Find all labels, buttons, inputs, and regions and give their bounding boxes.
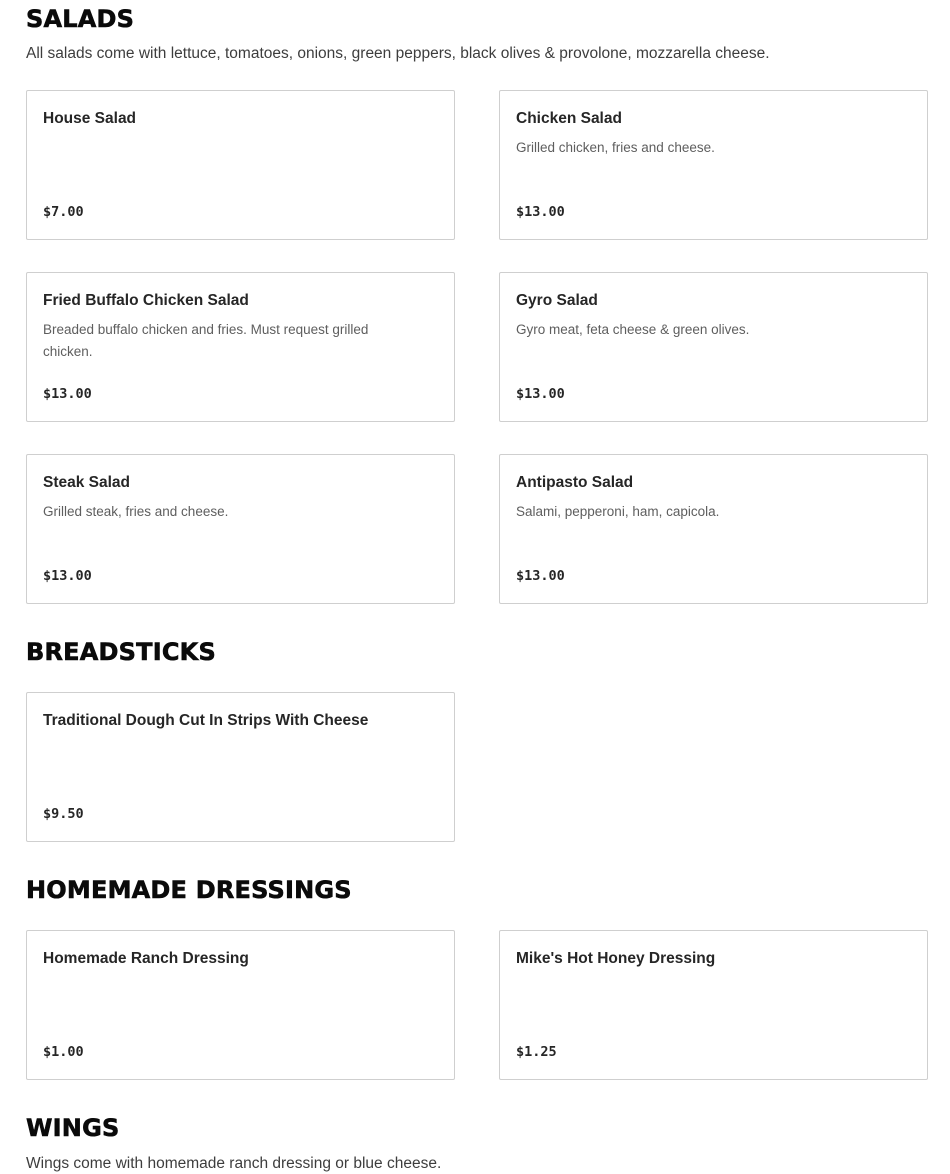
item-name: Mike's Hot Honey Dressing — [516, 950, 716, 967]
item-description: Salami, pepperoni, ham, capicola. — [516, 504, 720, 519]
menu-item-gyro-salad[interactable] — [499, 272, 928, 422]
item-name: Antipasto Salad — [516, 474, 634, 491]
item-description: Breaded buffalo chicken and fries. Must request grilled chicken. — [43, 322, 369, 359]
item-name: Gyro Salad — [516, 292, 598, 309]
item-price: $13.00 — [43, 568, 92, 584]
section-title-breadsticks: BREADSTICKS — [26, 638, 216, 666]
menu-item-traditional-dough-strips[interactable] — [26, 692, 455, 842]
item-price: $9.50 — [43, 806, 84, 822]
item-name: Fried Buffalo Chicken Salad — [43, 292, 249, 309]
item-name: Steak Salad — [43, 474, 131, 491]
item-price: $1.25 — [516, 1044, 557, 1060]
section-title-salads: SALADS — [26, 5, 135, 33]
item-price: $13.00 — [516, 568, 565, 584]
menu-item-homemade-ranch-dressing[interactable] — [26, 930, 455, 1080]
section-description-wings: Wings come with homemade ranch dressing or blue cheese. — [26, 1155, 442, 1172]
section-title-wings: WINGS — [26, 1114, 120, 1142]
section-title-homemade-dressings: HOMEMADE DRESSINGS — [26, 876, 352, 904]
menu-item-antipasto-salad[interactable] — [499, 454, 928, 604]
item-price: $7.00 — [43, 204, 84, 220]
item-price: $13.00 — [516, 386, 565, 402]
menu-item-house-salad[interactable] — [26, 90, 455, 240]
menu-item-steak-salad[interactable] — [26, 454, 455, 604]
item-price: $1.00 — [43, 1044, 84, 1060]
menu-item-mikes-hot-honey-dressing[interactable] — [499, 930, 928, 1080]
item-description: Gyro meat, feta cheese & green olives. — [516, 322, 750, 337]
section-description-salads: All salads come with lettuce, tomatoes, onions, green peppers, black olives & provolone, mozzarella cheese. — [26, 45, 770, 62]
item-description: Grilled steak, fries and cheese. — [43, 504, 229, 519]
item-price: $13.00 — [516, 204, 565, 220]
item-name: Traditional Dough Cut In Strips With Cheese — [43, 712, 369, 729]
item-name: Homemade Ranch Dressing — [43, 950, 249, 967]
item-name: House Salad — [43, 110, 137, 127]
menu-item-chicken-salad[interactable] — [499, 90, 928, 240]
menu-item-fried-buffalo-chicken-salad[interactable] — [26, 272, 455, 422]
item-name: Chicken Salad — [516, 110, 622, 127]
item-description: Grilled chicken, fries and cheese. — [516, 140, 715, 155]
item-price: $13.00 — [43, 386, 92, 402]
